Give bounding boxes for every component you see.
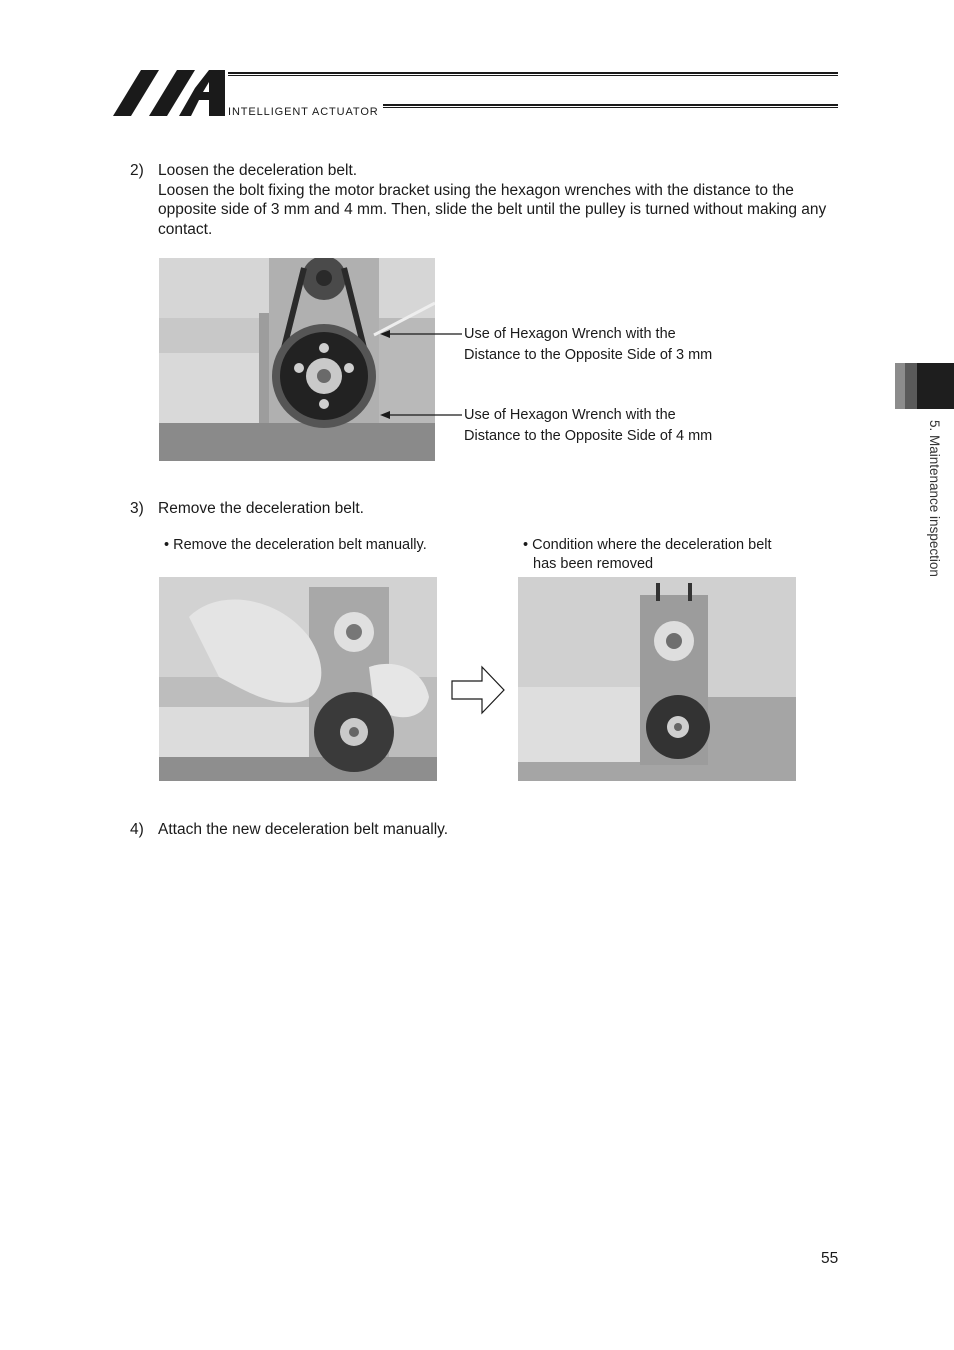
step-number: 4) <box>130 821 144 838</box>
caption-line: • Condition where the deceleration belt <box>523 537 772 553</box>
callout-line: Use of Hexagon Wrench with the <box>464 326 676 342</box>
photo-belt-removed <box>518 577 796 781</box>
step-2 <box>130 161 840 241</box>
header-rule-bottom-1 <box>383 104 838 106</box>
step-text <box>158 161 830 239</box>
step-4 <box>130 820 840 840</box>
header-rule-top-1 <box>228 72 838 74</box>
step-title: Remove the deceleration belt. <box>158 500 364 517</box>
step-body: Loosen the bolt fixing the motor bracket using the hexagon wrenches with the distance to the opposite side of 3 mm and 4 mm. Then, slide the belt until the pulley is turned without making any contact. <box>158 181 827 238</box>
photo-removing-belt <box>159 577 437 781</box>
page-number: 55 <box>821 1250 839 1267</box>
step-number: 3) <box>130 500 144 517</box>
step-title: Loosen the deceleration belt. <box>158 162 358 179</box>
brand-name: INTELLIGENT ACTUATOR <box>228 106 379 118</box>
step-title: Attach the new deceleration belt manually. <box>158 821 449 838</box>
callout-line: Distance to the Opposite Side of 3 mm <box>464 347 713 363</box>
caption-remove-manually: • Remove the deceleration belt manually. <box>164 537 427 553</box>
header-rule-bottom-2 <box>383 107 838 108</box>
caption-removed-condition <box>523 536 823 574</box>
step-3 <box>130 499 840 519</box>
right-arrow-icon <box>450 665 506 715</box>
section-tab-light <box>895 363 905 409</box>
step-number: 2) <box>130 162 144 179</box>
section-tab-mid <box>905 363 917 409</box>
header-rule-top-2 <box>228 75 838 76</box>
callout-3mm <box>464 324 712 366</box>
iai-logo <box>113 70 225 118</box>
callout-line: Use of Hexagon Wrench with the <box>464 407 676 423</box>
section-tab-dark <box>917 363 954 409</box>
caption-line: has been removed <box>533 556 654 572</box>
callout-leaders <box>378 326 462 426</box>
section-label: 5. Maintenance inspection <box>927 420 942 577</box>
callout-line: Distance to the Opposite Side of 4 mm <box>464 428 713 444</box>
callout-4mm <box>464 405 712 447</box>
